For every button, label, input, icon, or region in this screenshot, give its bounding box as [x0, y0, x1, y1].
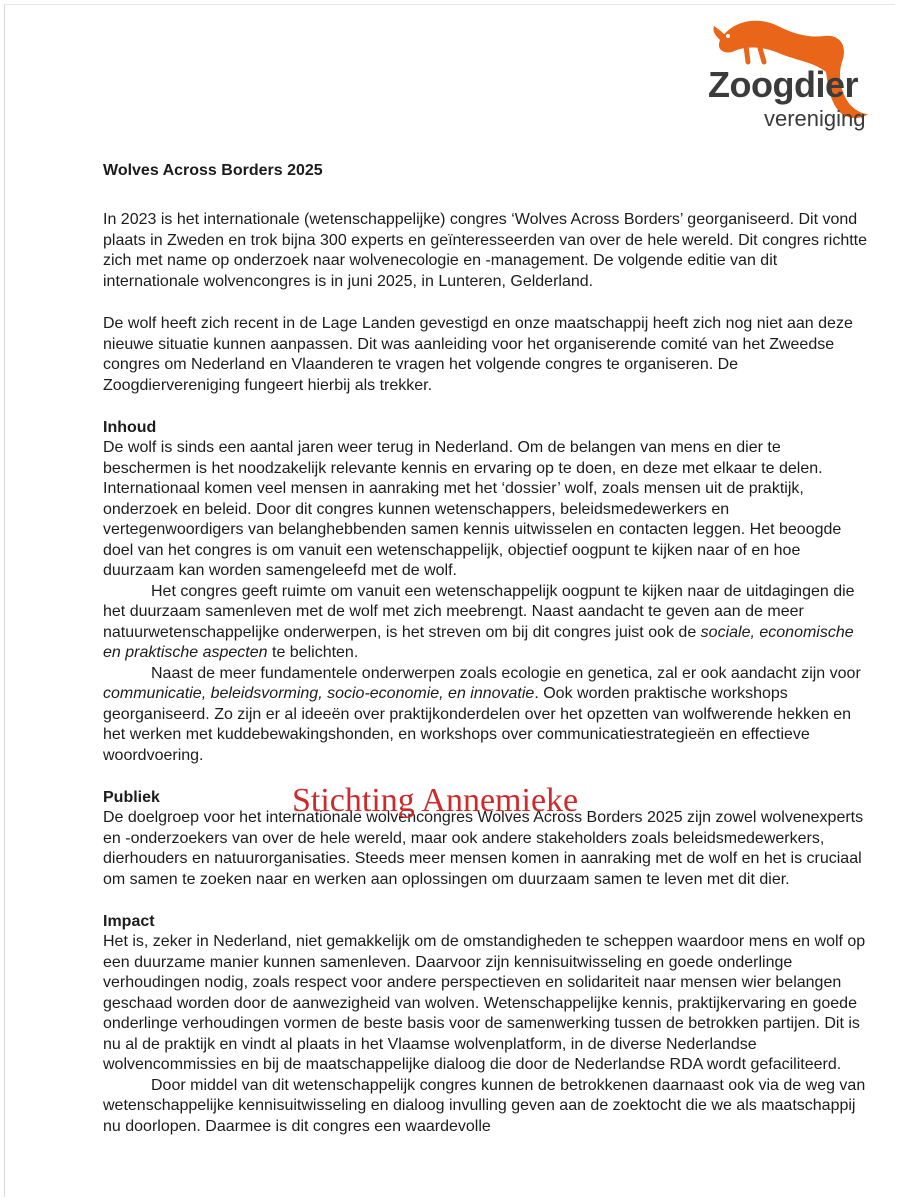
publiek-paragraph-1: De doelgroep voor het internationale wolvencongres Wolves Across Borders 2025 zijn zowel wolvenexperts en -onderzoekers van over de hele wereld, maar ook andere stakeholders zoals beleidsmedewerkers, dierhouders en natuurorganisaties. Steeds meer mensen komen in aanraking met de wolf en het is cruciaal om samen te zoeken naar en werken aan oplossingen om duurzaam samen te leven met dit dier. [103, 809, 864, 888]
inhoud-p2-text-start: Het congres geeft ruimte om vanuit een wetenschappelijk oogpunt te kijken naar de uitdagingen die het duurzaam samenleven met de wolf met zich meebrengt. Naast aandacht te geven aan de meer natuurwetenschappelijke onderwerpen, is het streven om bij dit congres juist ook de [103, 582, 855, 641]
intro-paragraph-2: De wolf heeft zich recent in de Lage Landen gevestigd en onze maatschappij heeft zich nog niet aan deze nieuwe situatie kunnen aanpassen. Dit was aanleiding voor het organiserende comité van het Zweedse congres om Nederland en Vlaanderen te vragen het volgende congres te organiseren. De Zoogdiervereniging fungeert hierbij als trekker. [103, 315, 853, 394]
zoogdiervereniging-logo [690, 10, 890, 130]
inhoud-p3-text-start: Naast de meer fundamentele onderwerpen zoals ecologie en genetica, zal er ook aandacht zijn voor [151, 664, 861, 682]
impact-paragraph-2: Door middel van dit wetenschappelijk congres kunnen de betrokkenen daarnaast ook via de weg van wetenschappelijke kennisuitwisseling en dialoog invulling geven aan de zoektocht die we als maatschappij nu doorlopen. Daarmee is dit congres een waardevolle [103, 1076, 866, 1135]
inhoud-paragraph-2 [103, 582, 873, 664]
section-heading-publiek: Publiek [103, 789, 160, 806]
inhoud-paragraph-3 [103, 664, 873, 767]
inhoud-paragraph-1: De wolf is sinds een aantal jaren weer terug in Nederland. Om de belangen van mens en dier te beschermen is het noodzakelijk relevante kennis en ervaring op te doen, en deze met elkaar te delen. Internationaal komen veel mensen in aanraking met het ‘dossier’ wolf, zoals mensen uit de praktijk, onderzoek en beleid. Door dit congres kunnen wetenschappers, beleidsmedewerkers en vertegenwoordigers van belanghebbenden samen kennis uitwisselen en contacten leggen. Het beoogde doel van het congres is om vanuit een wetenschappelijk, objectief oogpunt te kijken naar of en hoe duurzaam kan worden samengeleefd met de wolf. [103, 439, 842, 579]
document-body [103, 162, 873, 1137]
impact-paragraph-1: Het is, zeker in Nederland, niet gemakkelijk om de omstandigheden te scheppen waardoor mens en wolf op een duurzame manier kunnen samenleven. Daarvoor zijn kennisuitwisseling en goede onderlinge verhoudingen nodig, zoals respect voor andere perspectieven en solidariteit naar mensen wier belangen geschaad worden door de aanwezigheid van wolven. Wetenschappelijke kennis, praktijkervaring en goede onderlinge verhoudingen vormen de beste basis voor de samenwerking tussen de betrokken partijen. Dit is nu al de praktijk en vindt al plaats in het Vlaamse wolvenplatform, in de diverse Nederlandse wolvencommissies en bij de maatschappelijke dialoog die door de Nederlandse RDA wordt gefaciliteerd. [103, 933, 866, 1073]
section-heading-inhoud: Inhoud [103, 419, 157, 436]
inhoud-p3-text-end: . Ook worden praktische workshops georganiseerd. Zo zijn er al ideeën over praktijkonderdelen over het opzetten van wolfwerende hekken en het werken met kuddebewakingshonden, en workshops over communicatiestrategieën en effectieve woordvoering. [103, 685, 852, 764]
document-title: Wolves Across Borders 2025 [103, 162, 323, 179]
intro-paragraph-1: In 2023 is het internationale (wetenschappelijke) congres ‘Wolves Across Borders’ georganiseerd. Dit vond plaats in Zweden en trok bijna 300 experts en geïnteresseerden van over de hele wereld. Dit congres richtte zich met name op onderzoek naar wolvenecologie en -management. De volgende editie van dit internationale wolvencongres is in juni 2025, in Lunteren, Gelderland. [103, 211, 867, 290]
inhoud-p2-italic: sociale, economische en praktische aspecten [103, 623, 854, 661]
logo-subtitle: vereniging [764, 106, 866, 131]
inhoud-p3-italic: communicatie, beleidsvorming, socio-economie, en innovatie [103, 685, 535, 702]
section-heading-impact: Impact [103, 913, 155, 930]
logo-title: Zoogdier [708, 64, 858, 105]
inhoud-p2-text-end: te belichten. [267, 644, 359, 661]
watermark-text: Stichting Annemieke [292, 782, 579, 819]
